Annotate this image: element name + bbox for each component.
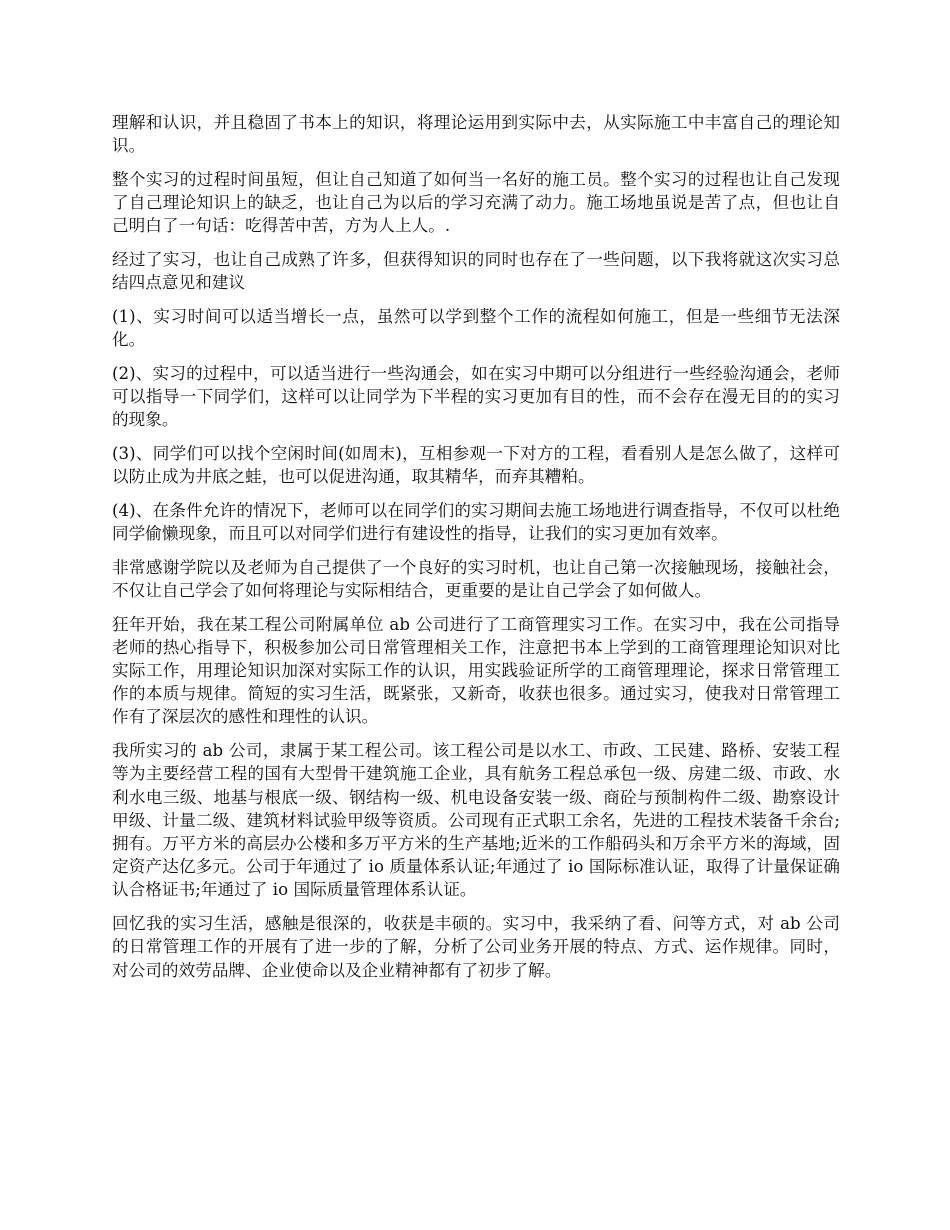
paragraph: (4)、在条件允许的情况下，老师可以在同学们的实习期间去施工场地进行调查指导，不仅可以杜绝同学偷懒现象，而且可以对同学们进行有建设性的指导，让我们的实习更加有效率。 [112, 500, 840, 544]
paragraph: 我所实习的 ab 公司，隶属于某工程公司。该工程公司是以水工、市政、工民建、路桥、安装工程等为主要经营工程的国有大型骨干建筑施工企业，具有航务工程总承包一级、房建二级、市政、水利水电三级、地基与根底一级、钢结构一级、机电设备安装一级、商砼与预制构件二级、勘察设计甲级、计量二级、建筑材料试验甲级等资质。公司现有正式职工余名，先进的工程技术装备千余台;拥有。万平方米的高层办公楼和多万平方米的生产基地;近米的工作船码头和万余平方米的海域，固定资产达亿多元。公司于年通过了 io 质量体系认证;年通过了 io 国际标准认证，取得了计量保证确认合格证书;年通过了 io 国际质量管理体系认证。 [112, 741, 840, 900]
paragraph: 非常感谢学院以及老师为自己提供了一个良好的实习时机，也让自己第一次接触现场，接触社会，不仅让自己学会了如何将理论与实际相结合，更重要的是让自己学会了如何做人。 [112, 557, 840, 600]
paragraph: 回忆我的实习生活，感触是很深的，收获是丰硕的。实习中，我采纳了看、问等方式，对 ab 公司的日常管理工作的开展有了进一步的了解，分析了公司业务开展的特点、方式、运作规律。同时，对公司的效劳品牌、企业使命以及企业精神都有了初步了解。 [112, 914, 840, 980]
paragraph: 经过了实习，也让自己成熟了许多，但获得知识的同时也存在了一些问题，以下我将就这次实习总结四点意见和建议 [112, 250, 840, 293]
document-body [112, 111, 840, 992]
paragraph: 狂年开始，我在某工程公司附属单位 ab 公司进行了工商管理实习工作。在实习中，我在公司指导老师的热心指导下，积极参加公司日常管理相关工作，注意把书本上学到的工商管理理论知识对比实际工作，用理论知识加深对实际工作的认识，用实践验证所学的工商管理理论，探求日常管理工作的本质与规律。简短的实习生活，既紧张，又新奇，收获也很多。通过实习，使我对日常管理工作有了深层次的感性和理性的认识。 [112, 614, 840, 727]
paragraph: (2)、实习的过程中，可以适当进行一些沟通会，如在实习中期可以分组进行一些经验沟通会，老师可以指导一下同学们，这样可以让同学为下半程的实习更加有目的性，而不会存在漫无目的的实习的现象。 [112, 363, 840, 430]
paragraph: 整个实习的过程时间虽短，但让自己知道了如何当一名好的施工员。整个实习的过程也让自己发现了自己理论知识上的缺乏，也让自己为以后的学习充满了动力。施工场地虽说是苦了点，但也让自己明白了一句话：吃得苦中苦，方为人上人。. [112, 169, 840, 236]
paragraph: 理解和认识，并且稳固了书本上的知识，将理论运用到实际中去，从实际施工中丰富自己的理论知识。 [112, 113, 840, 156]
paragraph: (1)、实习时间可以适当增长一点，虽然可以学到整个工作的流程如何施工，但是一些细节无法深化。 [112, 306, 840, 350]
paragraph: (3)、同学们可以找个空闲时间(如周末)，互相参观一下对方的工程，看看别人是怎么做了，这样可以防止成为井底之蛙，也可以促进沟通，取其精华，而弃其糟粕。 [112, 443, 840, 487]
